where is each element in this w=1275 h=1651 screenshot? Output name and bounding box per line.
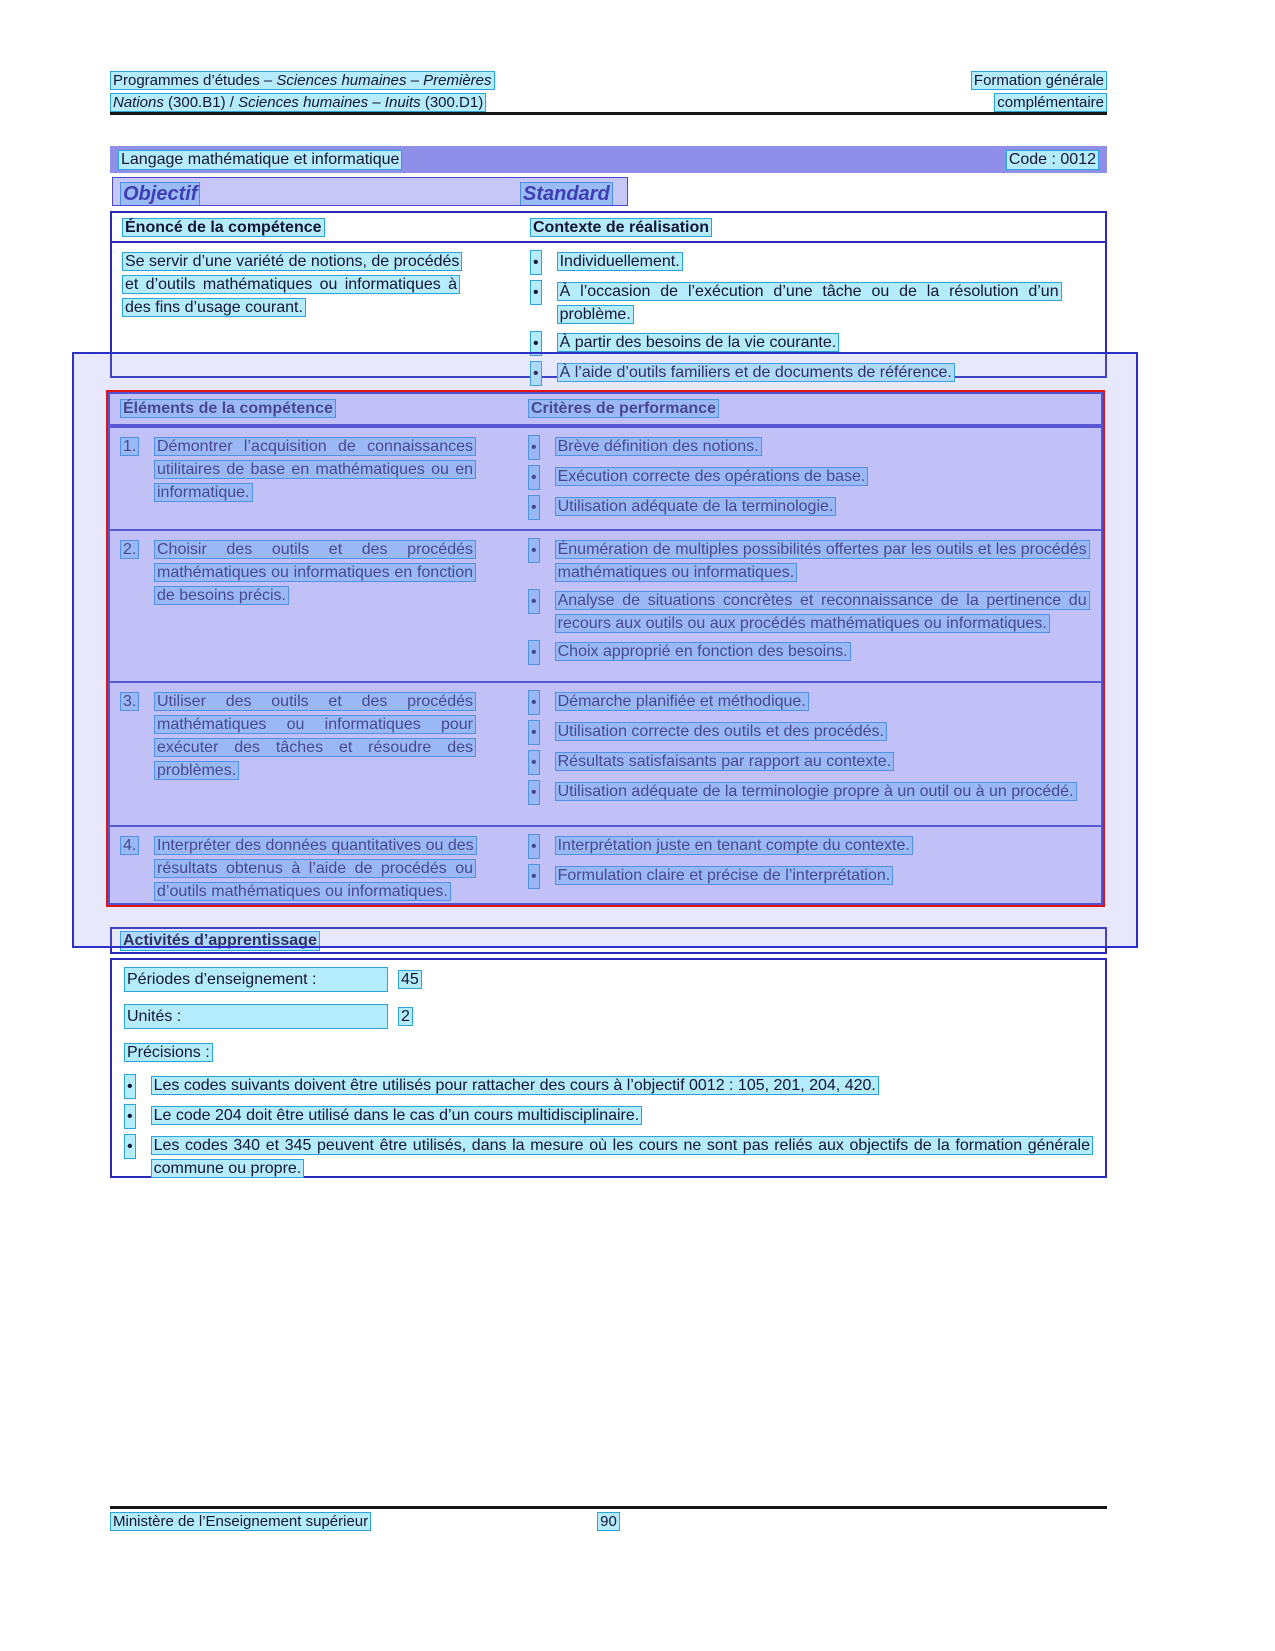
bullet-icon [124, 1134, 136, 1159]
list-item [530, 280, 1105, 326]
column-headings [110, 179, 1107, 209]
element-text: Interpréter des données quantitatives ou des résultats obtenus à l’aide de procédés ou d’outils mathématiques ou informatiques. [154, 836, 477, 901]
unites-label: Unités : [124, 1004, 388, 1029]
objectif-heading: Objectif [120, 182, 200, 206]
bullet-icon [528, 720, 540, 745]
critere-item: Résultats satisfaisants par rapport au contexte. [555, 752, 895, 771]
bullet-icon [528, 640, 540, 665]
footer-text: Ministère de l’Enseignement supérieur [110, 1512, 371, 1531]
row-number: 1. [120, 437, 139, 456]
bullet-icon [528, 435, 540, 460]
table-row [110, 426, 1101, 529]
header-text-italic: Sciences humaines – Premières [276, 72, 492, 89]
element-text: Utiliser des outils et des procédés mathématiques ou informatiques pour exécuter des tâches et résoudre des problèmes. [154, 692, 476, 780]
enonce-header: Énoncé de la compétence [122, 218, 325, 237]
header-left [110, 70, 495, 114]
list-item [124, 1134, 1093, 1180]
critere-item: Utilisation correcte des outils et des procédés. [555, 722, 887, 741]
header-text: (300.D1) [420, 94, 484, 111]
row-number: 2. [120, 540, 139, 559]
critere-item: Utilisation adéquate de la terminologie propre à un outil ou à un procédé. [555, 782, 1077, 801]
elements-table-header [110, 394, 1101, 426]
bullet-icon [530, 331, 542, 356]
bullet-icon [528, 589, 540, 614]
row-number: 4. [120, 836, 139, 855]
enonce-text: Se servir d’une variété de notions, de procédés et d’outils mathématiques ou informatiques à des fins d’usage courant. [122, 252, 462, 317]
page-footer [110, 1512, 1107, 1532]
bullet-icon [124, 1104, 136, 1129]
list-item [124, 1104, 1093, 1129]
periodes-value: 45 [398, 970, 422, 989]
list-item [528, 589, 1101, 635]
bullet-icon [528, 690, 540, 715]
contexte-item: À l’occasion de l’exécution d’une tâche ou de la résolution d’un problème. [557, 282, 1062, 324]
standard-heading: Standard [520, 182, 613, 206]
competence-table-header [112, 213, 1105, 243]
critere-item: Formulation claire et précise de l’interprétation. [555, 866, 894, 885]
list-item [530, 331, 1105, 356]
activites-header-bar [110, 927, 1107, 954]
page-header [110, 70, 1107, 114]
bullet-icon [528, 864, 540, 889]
list-item [528, 690, 1101, 715]
bullet-icon [530, 250, 542, 275]
list-item [528, 864, 1101, 889]
contexte-item: À partir des besoins de la vie courante. [557, 333, 840, 352]
header-left-line2 [110, 93, 486, 112]
elements-header: Éléments de la compétence [120, 399, 336, 418]
header-text: Programmes d’études – [113, 72, 277, 89]
list-item [528, 780, 1101, 805]
list-item [530, 361, 1105, 386]
list-item [528, 465, 1101, 490]
periodes-row [124, 967, 1093, 992]
criteres-header: Critères de performance [528, 399, 719, 418]
competence-table [110, 211, 1107, 381]
element-text: Choisir des outils et des procédés mathématiques ou informatiques en fonction de besoins précis. [154, 540, 476, 605]
bullet-icon [528, 465, 540, 490]
precision-item: Le code 204 doit être utilisé dans le cas d’un cours multidisciplinaire. [151, 1106, 643, 1125]
header-rule [110, 112, 1107, 115]
contexte-item: Individuellement. [557, 252, 683, 271]
header-text: (300.B1) / [163, 94, 239, 111]
list-item [528, 538, 1101, 584]
precision-item: Les codes suivants doivent être utilisés pour rattacher des cours à l’objectif 0012 : 105, 201, 204, 420. [151, 1076, 879, 1095]
list-item [528, 640, 1101, 665]
critere-item: Utilisation adéquate de la terminologie. [555, 497, 837, 516]
critere-item: Analyse de situations concrètes et reconnaissance de la pertinence du recours aux outils ou aux procédés mathématiques ou informatiques. [555, 591, 1090, 633]
critere-item: Choix approprié en fonction des besoins. [555, 642, 851, 661]
bullet-icon [530, 361, 542, 386]
table-row [110, 529, 1101, 681]
row-number: 3. [120, 692, 139, 711]
header-text-italic: Nations [113, 94, 164, 111]
bullet-icon [530, 280, 542, 305]
unites-value: 2 [398, 1007, 413, 1026]
critere-item: Énumération de multiples possibilités offertes par les outils et les procédés mathématiques ou informatiques. [555, 540, 1090, 582]
contexte-item: À l’aide d’outils familiers et de documents de référence. [557, 363, 955, 382]
list-item [528, 720, 1101, 745]
header-right-line1: Formation générale [971, 71, 1107, 90]
elements-criteres-table [108, 392, 1103, 905]
critere-item: Interprétation juste en tenant compte du contexte. [555, 836, 913, 855]
contexte-header: Contexte de réalisation [530, 218, 712, 237]
list-item [124, 1074, 1093, 1099]
list-item [528, 495, 1101, 520]
list-item [528, 435, 1101, 460]
unites-row [124, 1004, 1093, 1029]
bullet-icon [528, 780, 540, 805]
bullet-icon [528, 495, 540, 520]
periodes-label: Périodes d’enseignement : [124, 967, 388, 992]
bullet-icon [528, 538, 540, 563]
bullet-icon [528, 834, 540, 859]
list-item [528, 834, 1101, 859]
critere-item: Démarche planifiée et méthodique. [555, 692, 809, 711]
code-label: Code : 0012 [1006, 150, 1099, 170]
page-number: 90 [597, 1512, 620, 1531]
list-item [530, 250, 1105, 275]
footer-rule [110, 1506, 1107, 1509]
section-title: Langage mathématique et informatique [118, 150, 402, 170]
section-title-bar [110, 146, 1107, 173]
header-left-line1 [110, 71, 495, 90]
activites-details-box [110, 958, 1107, 1178]
table-row [110, 681, 1101, 825]
critere-item: Brève définition des notions. [555, 437, 762, 456]
element-text: Démontrer l’acquisition de connaissances utilitaires de base en mathématiques ou en informatique. [154, 437, 476, 502]
header-text-italic: Sciences humaines – Inuits [238, 94, 421, 111]
critere-item: Exécution correcte des opérations de base. [555, 467, 869, 486]
table-row [110, 825, 1101, 922]
precisions-label: Précisions : [124, 1043, 213, 1062]
list-item [528, 750, 1101, 775]
activites-header: Activités d’apprentissage [120, 931, 320, 951]
competence-table-body [112, 243, 1105, 395]
bullet-icon [528, 750, 540, 775]
header-right [971, 70, 1107, 114]
precision-item: Les codes 340 et 345 peuvent être utilisés, dans la mesure où les cours ne sont pas reliés aux objectifs de la formation générale commune ou propre. [151, 1136, 1093, 1178]
header-right-line2: complémentaire [994, 93, 1107, 112]
bullet-icon [124, 1074, 136, 1099]
